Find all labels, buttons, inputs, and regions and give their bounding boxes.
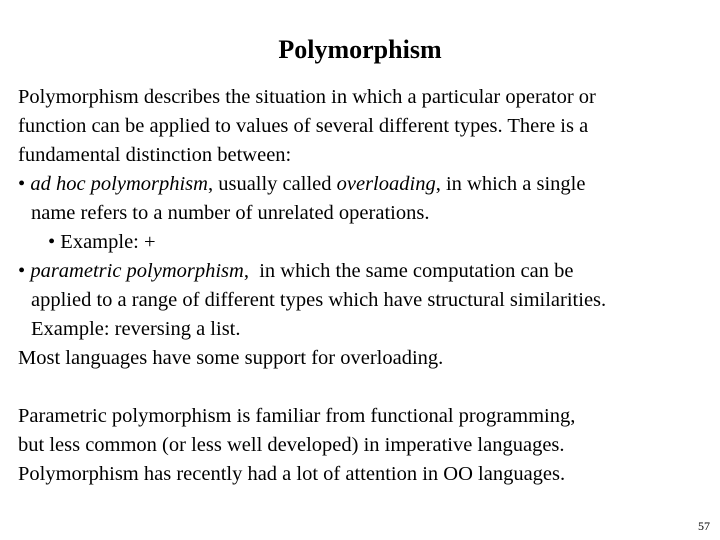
- text-fragment: , in which the same computation can be: [243, 260, 574, 282]
- text-fragment: , in which a single: [435, 173, 586, 195]
- text-line: applied to a range of different types which have structural similarities.: [31, 289, 607, 311]
- text-fragment: , usually called: [207, 173, 337, 195]
- term-ad-hoc: ad hoc polymorphism: [30, 173, 208, 195]
- term-overloading: overloading: [336, 173, 436, 195]
- slide-title: Polymorphism: [278, 35, 442, 64]
- text-line: fundamental distinction between:: [18, 144, 292, 166]
- example-line: Example: reversing a list.: [31, 318, 241, 340]
- page-number: 57: [698, 519, 710, 533]
- slide-body: [18, 83, 718, 489]
- text-line: name refers to a number of unrelated operations.: [31, 202, 430, 224]
- bullet-parametric: [18, 257, 718, 286]
- text-line: Polymorphism describes the situation in which a particular operator or: [18, 86, 596, 108]
- bullet-marker: •: [18, 173, 31, 195]
- text-line: Parametric polymorphism is familiar from functional programming,: [18, 405, 576, 427]
- text-line: function can be applied to values of several different types. There is a: [18, 115, 589, 137]
- bullet-adhoc: [18, 170, 718, 199]
- text-line: but less common (or less well developed) in imperative languages.: [18, 434, 565, 456]
- text-line: Polymorphism has recently had a lot of attention in OO languages.: [18, 463, 566, 485]
- term-parametric: parametric polymorphism: [30, 260, 244, 282]
- paragraph-gap: [18, 373, 718, 402]
- example-line: • Example: +: [48, 231, 156, 253]
- text-line: Most languages have some support for overloading.: [18, 347, 444, 369]
- bullet-marker: •: [18, 260, 31, 282]
